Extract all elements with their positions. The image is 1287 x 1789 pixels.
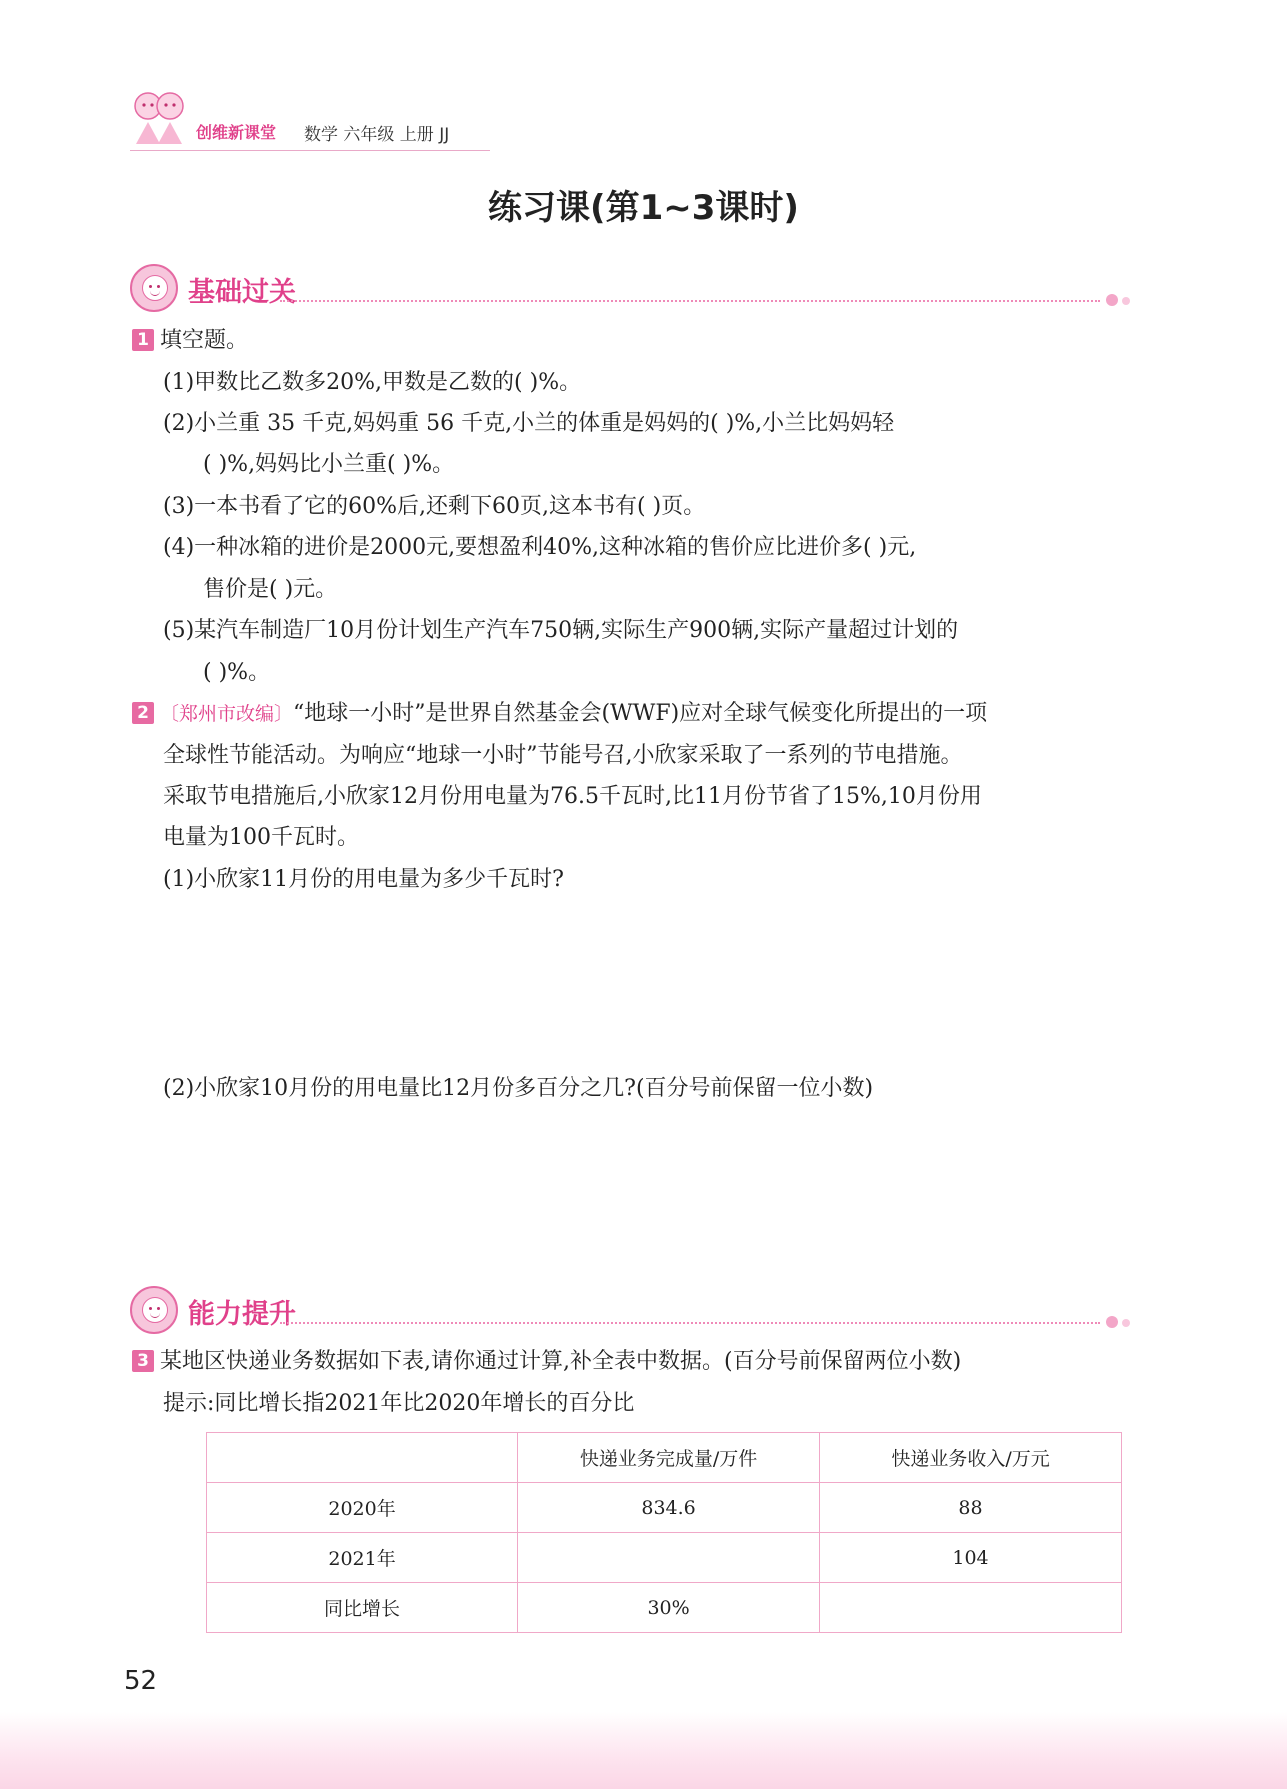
q1-part-3: (3)一本书看了它的60%后,还剩下60页,这本书有( )页。	[163, 494, 706, 519]
q1-part-5a: (5)某汽车制造厂10月份计划生产汽车750辆,实际生产900辆,实际产量超过计划的	[163, 618, 959, 643]
decor-dot	[1106, 294, 1118, 306]
q1-part-2a: (2)小兰重 35 千克,妈妈重 56 千克,小兰的体重是妈妈的( )%,小兰比妈妈轻	[163, 411, 895, 436]
brand-name: 创维新课堂	[196, 123, 277, 142]
question-2-line-2: 全球性节能活动。为响应“地球一小时”节能号召,小欣家采取了一系列的节电措施。	[163, 743, 963, 768]
decor-dot	[1106, 1316, 1118, 1328]
q1-part-5b: ( )%。	[203, 660, 271, 685]
q1-part-4b: 售价是( )元。	[203, 577, 338, 602]
footer-band	[0, 1712, 1287, 1789]
table-cell: 30%	[518, 1583, 820, 1633]
q1-part-2b: ( )%,妈妈比小兰重( )%。	[203, 452, 455, 477]
dotted-divider	[280, 1322, 1100, 1324]
question-number: 3	[132, 1350, 154, 1372]
mascot-icon	[130, 1286, 178, 1334]
express-data-table	[206, 1432, 1122, 1633]
table-cell	[820, 1583, 1122, 1633]
mascot-icon	[130, 264, 178, 312]
table-header-row	[207, 1433, 1122, 1483]
question-2-line-1	[132, 699, 987, 729]
table-cell	[518, 1533, 820, 1583]
q3-hint: 提示:同比增长指2021年比2020年增长的百分比	[163, 1391, 635, 1416]
q2-sub-1: (1)小欣家11月份的用电量为多少千瓦时?	[163, 867, 564, 892]
question-3-stem	[132, 1347, 961, 1377]
table-header-cell	[207, 1433, 518, 1483]
section-title: 基础过关	[188, 277, 296, 308]
question-number: 1	[132, 329, 154, 351]
page-title: 练习课(第1~3课时)	[488, 188, 799, 228]
table-cell: 2020年	[207, 1483, 518, 1533]
question-1-stem	[132, 326, 248, 356]
question-text: 某地区快递业务数据如下表,请你通过计算,补全表中数据。(百分号前保留两位小数)	[160, 1349, 962, 1374]
q1-part-1: (1)甲数比乙数多20%,甲数是乙数的( )%。	[163, 370, 582, 395]
section-header-basic	[130, 264, 1130, 314]
question-2-line-4: 电量为100千瓦时。	[163, 825, 359, 850]
dotted-divider	[280, 300, 1100, 302]
table-row	[207, 1583, 1122, 1633]
header-divider	[130, 150, 490, 151]
table-row	[207, 1533, 1122, 1583]
q2-sub-2: (2)小欣家10月份的用电量比12月份多百分之几?(百分号前保留一位小数)	[163, 1076, 874, 1101]
question-text: 填空题。	[160, 328, 249, 353]
table-cell: 834.6	[518, 1483, 820, 1533]
table-cell: 88	[820, 1483, 1122, 1533]
question-text: “地球一小时”是世界自然基金会(WWF)应对全球气候变化所提出的一项	[293, 701, 988, 726]
decor-dot	[1122, 297, 1130, 305]
section-title: 能力提升	[188, 1299, 296, 1330]
book-meta: 数学 六年级 上册 JJ	[304, 125, 450, 145]
question-number: 2	[132, 702, 154, 724]
section-header-advanced	[130, 1286, 1130, 1336]
table-header-cell: 快递业务收入/万元	[820, 1433, 1122, 1483]
question-2-line-3: 采取节电措施后,小欣家12月份用电量为76.5千瓦时,比11月份节省了15%,10月份用	[163, 784, 982, 809]
source-tag: 〔郑州市改编〕	[160, 703, 294, 725]
table-cell: 104	[820, 1533, 1122, 1583]
table-cell: 2021年	[207, 1533, 518, 1583]
decor-dot	[1122, 1319, 1130, 1327]
q1-part-4a: (4)一种冰箱的进价是2000元,要想盈利40%,这种冰箱的售价应比进价多( )元,	[163, 535, 917, 560]
page-number: 52	[124, 1666, 158, 1696]
table-row	[207, 1483, 1122, 1533]
mascot-logo	[128, 86, 190, 148]
table-cell: 同比增长	[207, 1583, 518, 1633]
table-header-cell: 快递业务完成量/万件	[518, 1433, 820, 1483]
